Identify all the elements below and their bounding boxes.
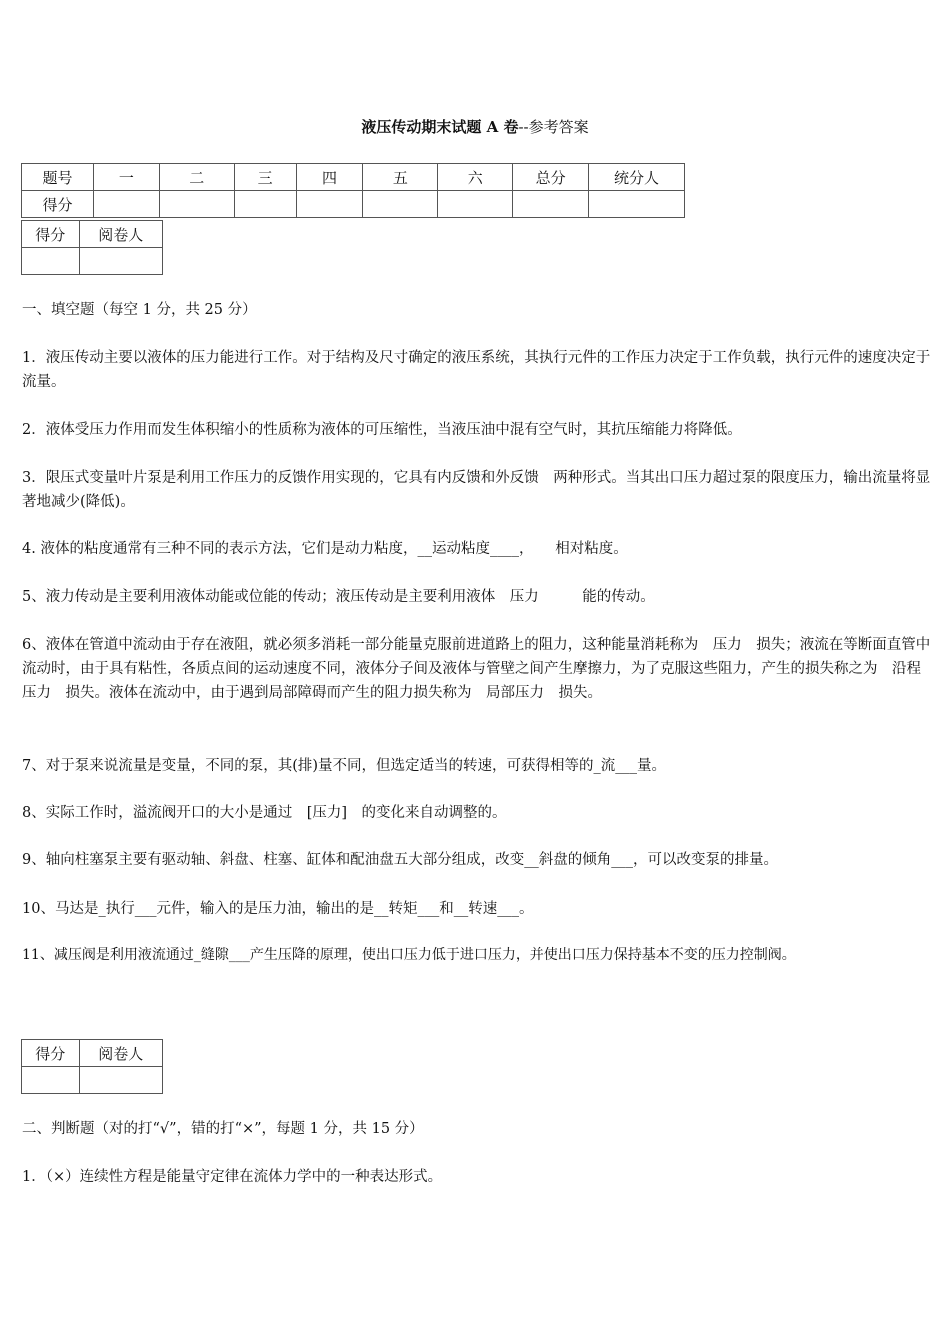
grader-cell (79, 248, 162, 275)
score-table-header-row (22, 164, 685, 191)
score-table-header-cell: 四 (296, 164, 363, 191)
question-1-1: 1．液压传动主要以液体的压力能进行工作。对于结构及尺寸确定的液压系统，其执行元件的工作压力决定于工作负载，执行元件的速度决定于流量。 (22, 350, 931, 390)
question-1-5: 5、液力传动是主要利用液体动能或位能的传动；液压传动是主要利用液体 压力 能的传动。 (22, 589, 655, 605)
grader-header-score: 得分 (22, 221, 80, 248)
question-1-11: 11、减压阀是利用液流通过_缝隙___产生压降的原理，使出口压力低于进口压力，并使出口压力保持基本不变的压力控制阀。 (22, 947, 796, 963)
score-cell (438, 191, 513, 218)
score-table-header-cell: 六 (438, 164, 513, 191)
question-2-1: 1．（×）连续性方程是能量守定律在流体力学中的一种表达形式。 (22, 1169, 443, 1185)
score-table-header-cell: 二 (159, 164, 234, 191)
score-table-header-cell: 总分 (513, 164, 589, 191)
grader-cell (22, 248, 80, 275)
question-1-6: 6、液体在管道中流动由于存在液阻，就必须多消耗一部分能量克服前进道路上的阻力，这种能量消耗称为 压力 损失；液流在等断面直管中流动时，由于具有粘性，各质点间的运动速度不同，液体分子间及液体与管壁之间产生摩擦力，为了克服这些阻力，产生的损失称之为 沿程压力 损失。液体在流动中，由于遇到局部障碍而产生的阻力损失称为 局部压力 损失。 (22, 637, 931, 701)
grader-header-reviewer: 阅卷人 (79, 1040, 162, 1067)
grader-cell (79, 1067, 162, 1094)
score-table-header-cell: 题号 (22, 164, 94, 191)
document-title-main: 液压传动期末试题 A 卷 (361, 118, 519, 136)
score-cell (93, 191, 159, 218)
score-table-score-row (22, 191, 685, 218)
score-cell (159, 191, 234, 218)
score-cell (589, 191, 685, 218)
score-cell (363, 191, 438, 218)
score-table-header-cell: 一 (93, 164, 159, 191)
document-title-suffix: --参考答案 (518, 118, 589, 136)
score-row-label: 得分 (22, 191, 94, 218)
question-1-4: 4. 液体的粘度通常有三种不同的表示方法，它们是动力粘度，__运动粘度____， 相对粘度。 (22, 541, 628, 557)
grader-table-1 (21, 220, 163, 275)
section1-heading: 一、填空题（每空 1 分，共 25 分） (22, 302, 257, 318)
grader-cell (22, 1067, 80, 1094)
score-table-header-cell: 统分人 (589, 164, 685, 191)
grader-table-2 (21, 1039, 163, 1094)
score-table-header-cell: 五 (363, 164, 438, 191)
score-cell (513, 191, 589, 218)
question-1-9: 9、轴向柱塞泵主要有驱动轴、斜盘、柱塞、缸体和配油盘五大部分组成，改变__斜盘的倾角___，可以改变泵的排量。 (22, 852, 778, 868)
score-table-header-cell: 三 (234, 164, 296, 191)
question-1-7: 7、对于泵来说流量是变量，不同的泵，其(排)量不同，但选定适当的转速，可获得相等的_流___量。 (22, 758, 667, 774)
score-table (21, 163, 685, 218)
question-1-8: 8、实际工作时，溢流阀开口的大小是通过 [压力] 的变化来自动调整的。 (22, 805, 507, 821)
document-title (0, 116, 950, 137)
score-cell (296, 191, 363, 218)
grader-header-score: 得分 (22, 1040, 80, 1067)
question-1-3: 3．限压式变量叶片泵是利用工作压力的反馈作用实现的，它具有内反馈和外反馈 两种形式。当其出口压力超过泵的限度压力，输出流量将显著地减少(降低)。 (22, 470, 931, 510)
question-1-2: 2．液体受压力作用而发生体积缩小的性质称为液体的可压缩性，当液压油中混有空气时，其抗压缩能力将降低。 (22, 422, 742, 438)
grader-header-reviewer: 阅卷人 (79, 221, 162, 248)
score-cell (234, 191, 296, 218)
section2-heading: 二、判断题（对的打“√”，错的打“×”，每题 1 分，共 15 分） (22, 1121, 424, 1137)
question-1-10: 10、马达是_执行___元件，输入的是压力油，输出的是__转矩___和__转速___。 (22, 901, 534, 917)
